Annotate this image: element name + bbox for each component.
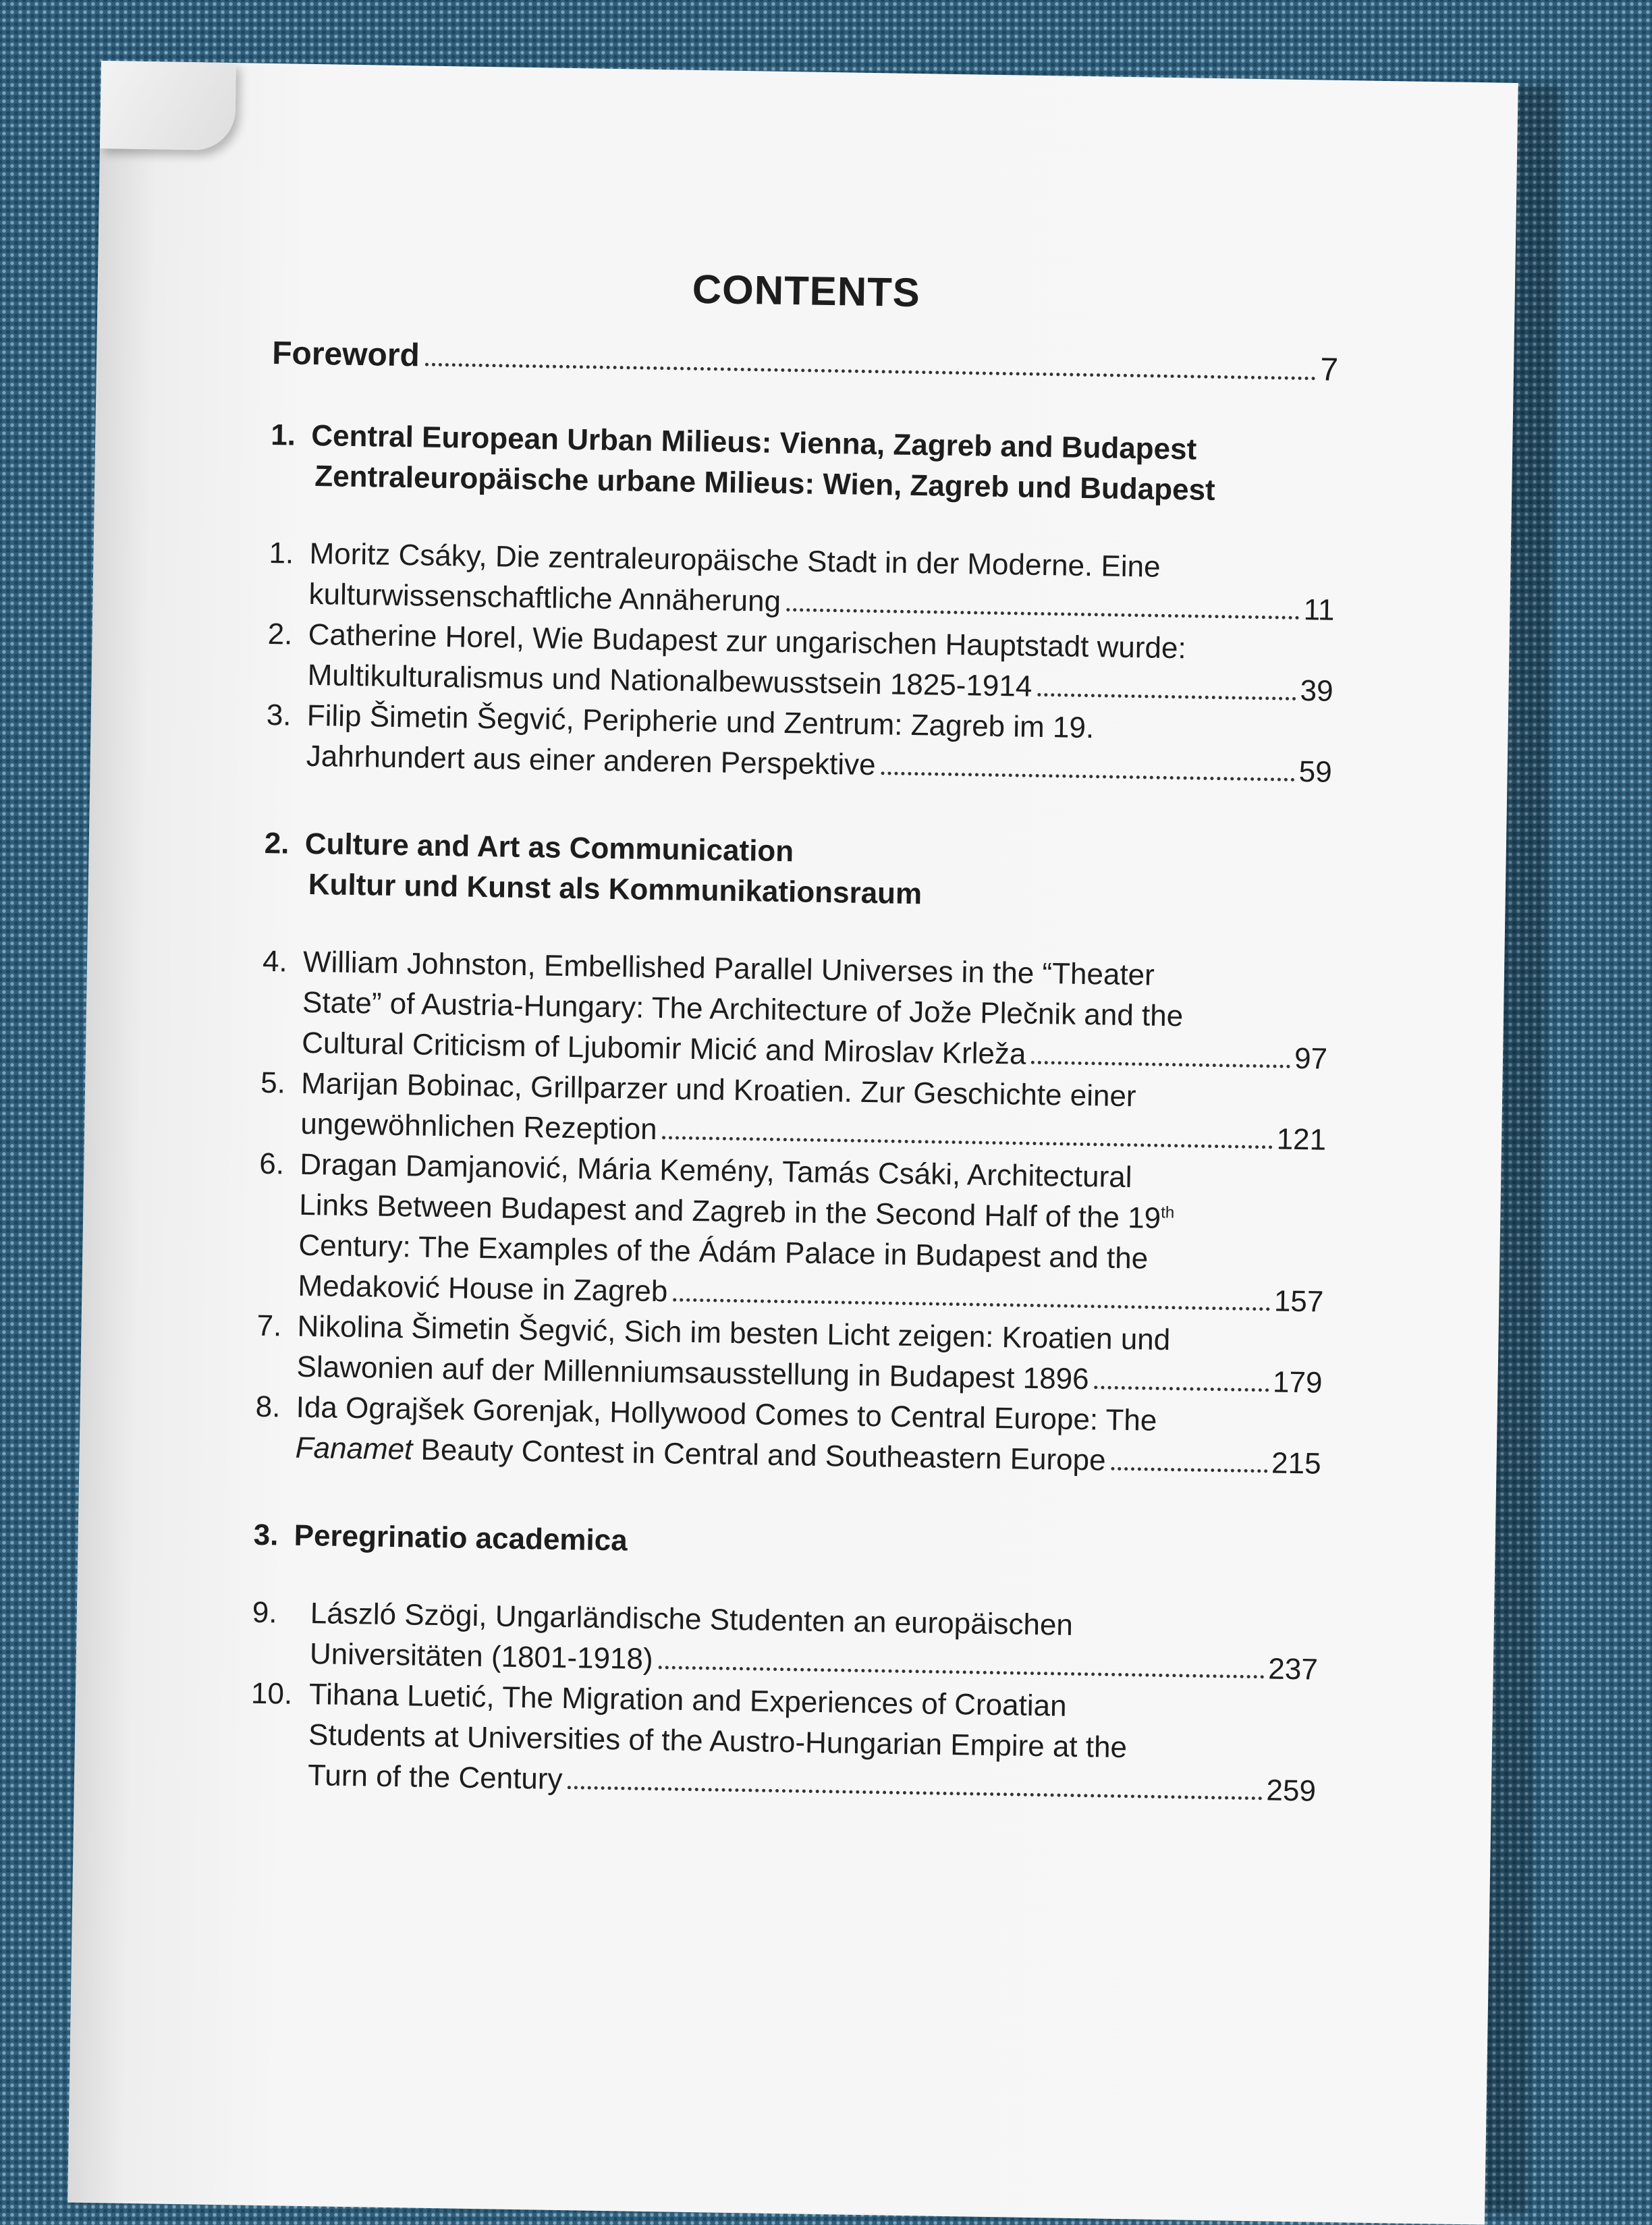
entry-text: Century: The Examples of the Ádám Palace in Budapest and the bbox=[298, 1228, 1149, 1275]
entry-number: 4. bbox=[262, 944, 288, 979]
page-number: 237 bbox=[1267, 1652, 1319, 1686]
section-title-en: Central European Urban Milieus: Vienna, Zagreb and Budapest bbox=[310, 418, 1197, 466]
leader-dots bbox=[881, 771, 1294, 781]
toc-entry bbox=[254, 1387, 1322, 1485]
leader-dots bbox=[673, 1298, 1270, 1311]
section-title-en: Culture and Art as Communication bbox=[304, 827, 794, 869]
entry-text: Medaković House in Zagreb bbox=[298, 1269, 668, 1309]
toc bbox=[249, 259, 1340, 1859]
entry-text: Links Between Budapest and Zagreb in the Second Half of the 19 bbox=[299, 1188, 1161, 1235]
section-heading bbox=[270, 415, 1338, 513]
entry-number: 5. bbox=[260, 1066, 286, 1100]
italic-title: Fanamet bbox=[295, 1431, 413, 1466]
entry-text: Beauty Contest in Central and Southeastern Europe bbox=[412, 1433, 1106, 1477]
section-number: 1. bbox=[270, 418, 296, 452]
section-items bbox=[265, 533, 1335, 793]
entry-text: Tihana Luetić, The Migration and Experiences of Croatian bbox=[308, 1678, 1067, 1723]
toc-entry-foreword bbox=[272, 333, 1339, 391]
section-items bbox=[250, 1593, 1319, 1812]
toc-entry bbox=[265, 695, 1333, 793]
entry-text: Turn of the Century bbox=[307, 1759, 563, 1796]
entry-text: Jahrhundert aus einer anderen Perspektive bbox=[306, 739, 877, 782]
section-heading bbox=[263, 823, 1331, 921]
entry-text: Marijan Bobinac, Grillparzer und Kroatien. Zur Geschichte einer bbox=[300, 1066, 1136, 1114]
entry-number: 2. bbox=[267, 617, 293, 651]
entry-text: William Johnston, Embellished Parallel Universes in the “Theater bbox=[302, 945, 1155, 992]
entry-text: László Szögi, Ungarländische Studenten an europäischen bbox=[310, 1597, 1074, 1642]
page-number: 39 bbox=[1300, 674, 1333, 708]
entry-text: kulturwissenschaftliche Annäherung bbox=[308, 577, 781, 618]
page-title: CONTENTS bbox=[692, 266, 921, 316]
section-number: 3. bbox=[253, 1518, 279, 1552]
entry-text: Multikulturalismus und Nationalbewusstsein 1825-1914 bbox=[307, 658, 1032, 703]
leader-dots bbox=[568, 1786, 1262, 1800]
entry-number: 1. bbox=[269, 536, 294, 570]
toc-entry bbox=[250, 1674, 1318, 1812]
page-number: 59 bbox=[1298, 755, 1333, 789]
entry-number: 8. bbox=[255, 1390, 281, 1424]
entry-text: State” of Austria-Hungary: The Architecture of Jože Plečnik and the bbox=[302, 985, 1184, 1033]
leader-dots bbox=[786, 608, 1300, 620]
foreword-label: Foreword bbox=[271, 335, 420, 374]
leader-dots bbox=[662, 1136, 1272, 1149]
entry-text: Nikolina Šimetin Šegvić, Sich im besten Licht zeigen: Kroatien und bbox=[297, 1309, 1171, 1357]
leader-dots bbox=[1037, 693, 1296, 701]
entry-text: Universitäten (1801-1918) bbox=[309, 1637, 654, 1676]
book-page bbox=[67, 61, 1518, 2225]
entry-number: 10. bbox=[250, 1676, 293, 1711]
entry-number: 6. bbox=[258, 1147, 285, 1181]
section-title-de: Zentraleuropäische urbane Milieus: Wien, Zagreb und Budapest bbox=[314, 460, 1216, 507]
page-number: 97 bbox=[1294, 1041, 1328, 1076]
leader-dots bbox=[1111, 1467, 1267, 1473]
section-number: 2. bbox=[264, 826, 290, 860]
page-number: 157 bbox=[1273, 1284, 1324, 1319]
page-number: 259 bbox=[1266, 1774, 1317, 1808]
entry-text: Dragan Damjanović, Mária Kemény, Tamás Csáki, Architectural bbox=[299, 1147, 1132, 1194]
page-number: 179 bbox=[1272, 1365, 1323, 1400]
entry-text: Students at Universities of the Austro-Hungarian Empire at the bbox=[308, 1718, 1128, 1765]
section-heading bbox=[253, 1515, 1320, 1572]
superscript: th bbox=[1161, 1203, 1175, 1222]
entry-number: 7. bbox=[256, 1309, 282, 1343]
entry-text: Cultural Criticism of Ljubomir Micić and Miroslav Krleža bbox=[301, 1026, 1026, 1071]
page-curl bbox=[100, 61, 236, 150]
section-title-en: Peregrinatio academica bbox=[294, 1518, 628, 1558]
entry-text: Slawonien auf der Millenniumsausstellung in Budapest 1896 bbox=[296, 1350, 1089, 1396]
entry-text: ungewöhnlichen Rezeption bbox=[300, 1107, 658, 1147]
leader-dots bbox=[658, 1666, 1264, 1678]
entry-text: Filip Šimetin Šegvić, Peripherie und Zentrum: Zagreb im 19. bbox=[306, 698, 1095, 745]
page-number: 215 bbox=[1271, 1446, 1321, 1481]
toc-entry bbox=[261, 941, 1329, 1080]
entry-text: Ida Ograjšek Gorenjak, Hollywood Comes to Central Europe: The bbox=[296, 1390, 1157, 1437]
entry-number: 3. bbox=[266, 698, 292, 732]
section-title-de: Kultur und Kunst als Kommunikationsraum bbox=[308, 867, 923, 911]
leader-dots bbox=[1094, 1385, 1269, 1392]
page-number: 7 bbox=[1319, 352, 1339, 388]
entry-text: Catherine Horel, Wie Budapest zur ungarischen Hauptstadt wurde: bbox=[308, 617, 1187, 665]
leader-dots bbox=[1031, 1061, 1290, 1068]
toc-entry bbox=[257, 1144, 1326, 1323]
entry-text: Moritz Csáky, Die zentraleuropäische Stadt in der Moderne. Eine bbox=[309, 537, 1161, 584]
entry-number: 9. bbox=[252, 1595, 277, 1630]
leader-dots bbox=[425, 363, 1317, 381]
section-items bbox=[254, 941, 1329, 1485]
page-number: 11 bbox=[1303, 593, 1335, 627]
page-number: 121 bbox=[1276, 1122, 1327, 1157]
